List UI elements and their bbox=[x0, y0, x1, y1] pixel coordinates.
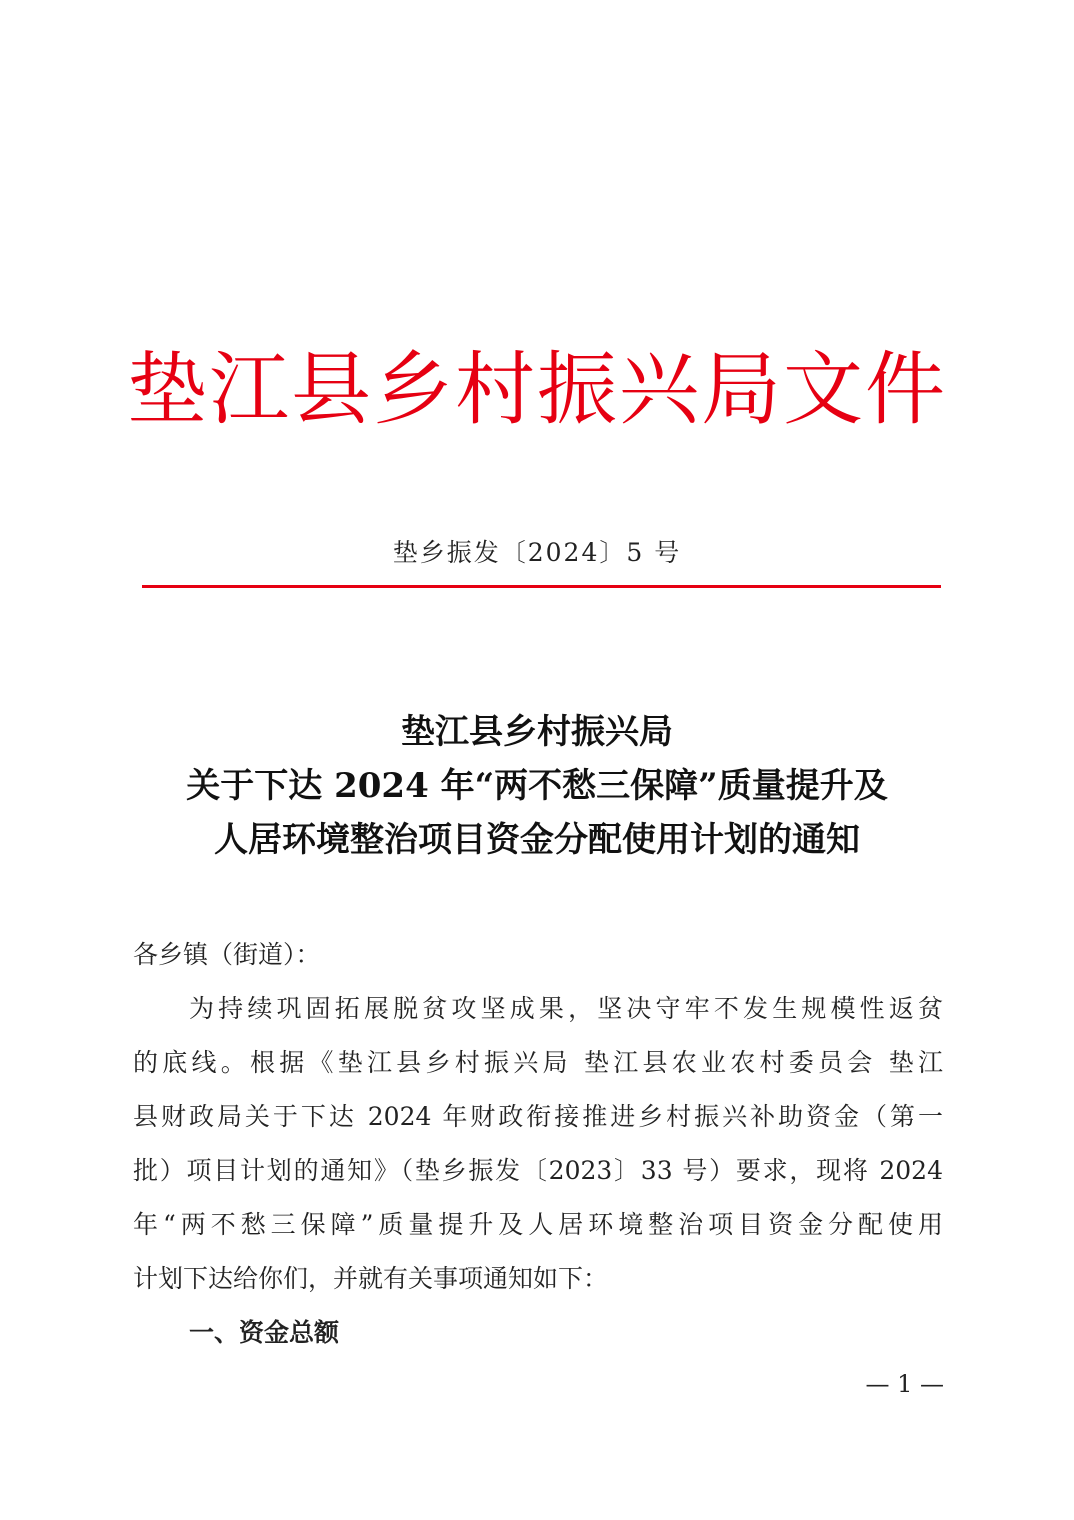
paragraph-line: 为持续巩固拓展脱贫攻坚成果，坚决守牢不发生规模性返贫 bbox=[189, 994, 943, 1023]
document-number: 垫乡振发〔2024〕5 号 bbox=[392, 538, 682, 567]
notice-title bbox=[100, 705, 974, 867]
paragraph-line: 计划下达给你们，并就有关事项通知如下： bbox=[133, 1264, 609, 1293]
masthead-title: 垫江县乡村振兴局文件 bbox=[127, 343, 947, 436]
document-body bbox=[133, 928, 943, 1360]
paragraph-line: 县财政局关于下达 2024 年财政衔接推进乡村振兴补助资金（第一 bbox=[133, 1102, 943, 1131]
salutation: 各乡镇（街道）： bbox=[133, 940, 321, 969]
paragraph-line: 的底线。根据《垫江县乡村振兴局 垫江县农业农村委员会 垫江 bbox=[133, 1048, 943, 1077]
title-line: 人居环境整治项目资金分配使用计划的通知 bbox=[214, 820, 860, 860]
paragraph-line: 年“两不愁三保障”质量提升及人居环境整治项目资金分配使用 bbox=[133, 1210, 943, 1239]
red-divider-line bbox=[142, 585, 941, 588]
title-line: 关于下达 2024 年“两不愁三保障”质量提升及 bbox=[186, 766, 888, 806]
page-number: — 1 — bbox=[865, 1370, 944, 1398]
section-heading: 一、资金总额 bbox=[189, 1318, 340, 1347]
paragraph-line: 批）项目计划的通知》（垫乡振发〔2023〕33 号）要求，现将 2024 bbox=[133, 1156, 943, 1185]
title-line: 垫江县乡村振兴局 bbox=[401, 712, 673, 752]
